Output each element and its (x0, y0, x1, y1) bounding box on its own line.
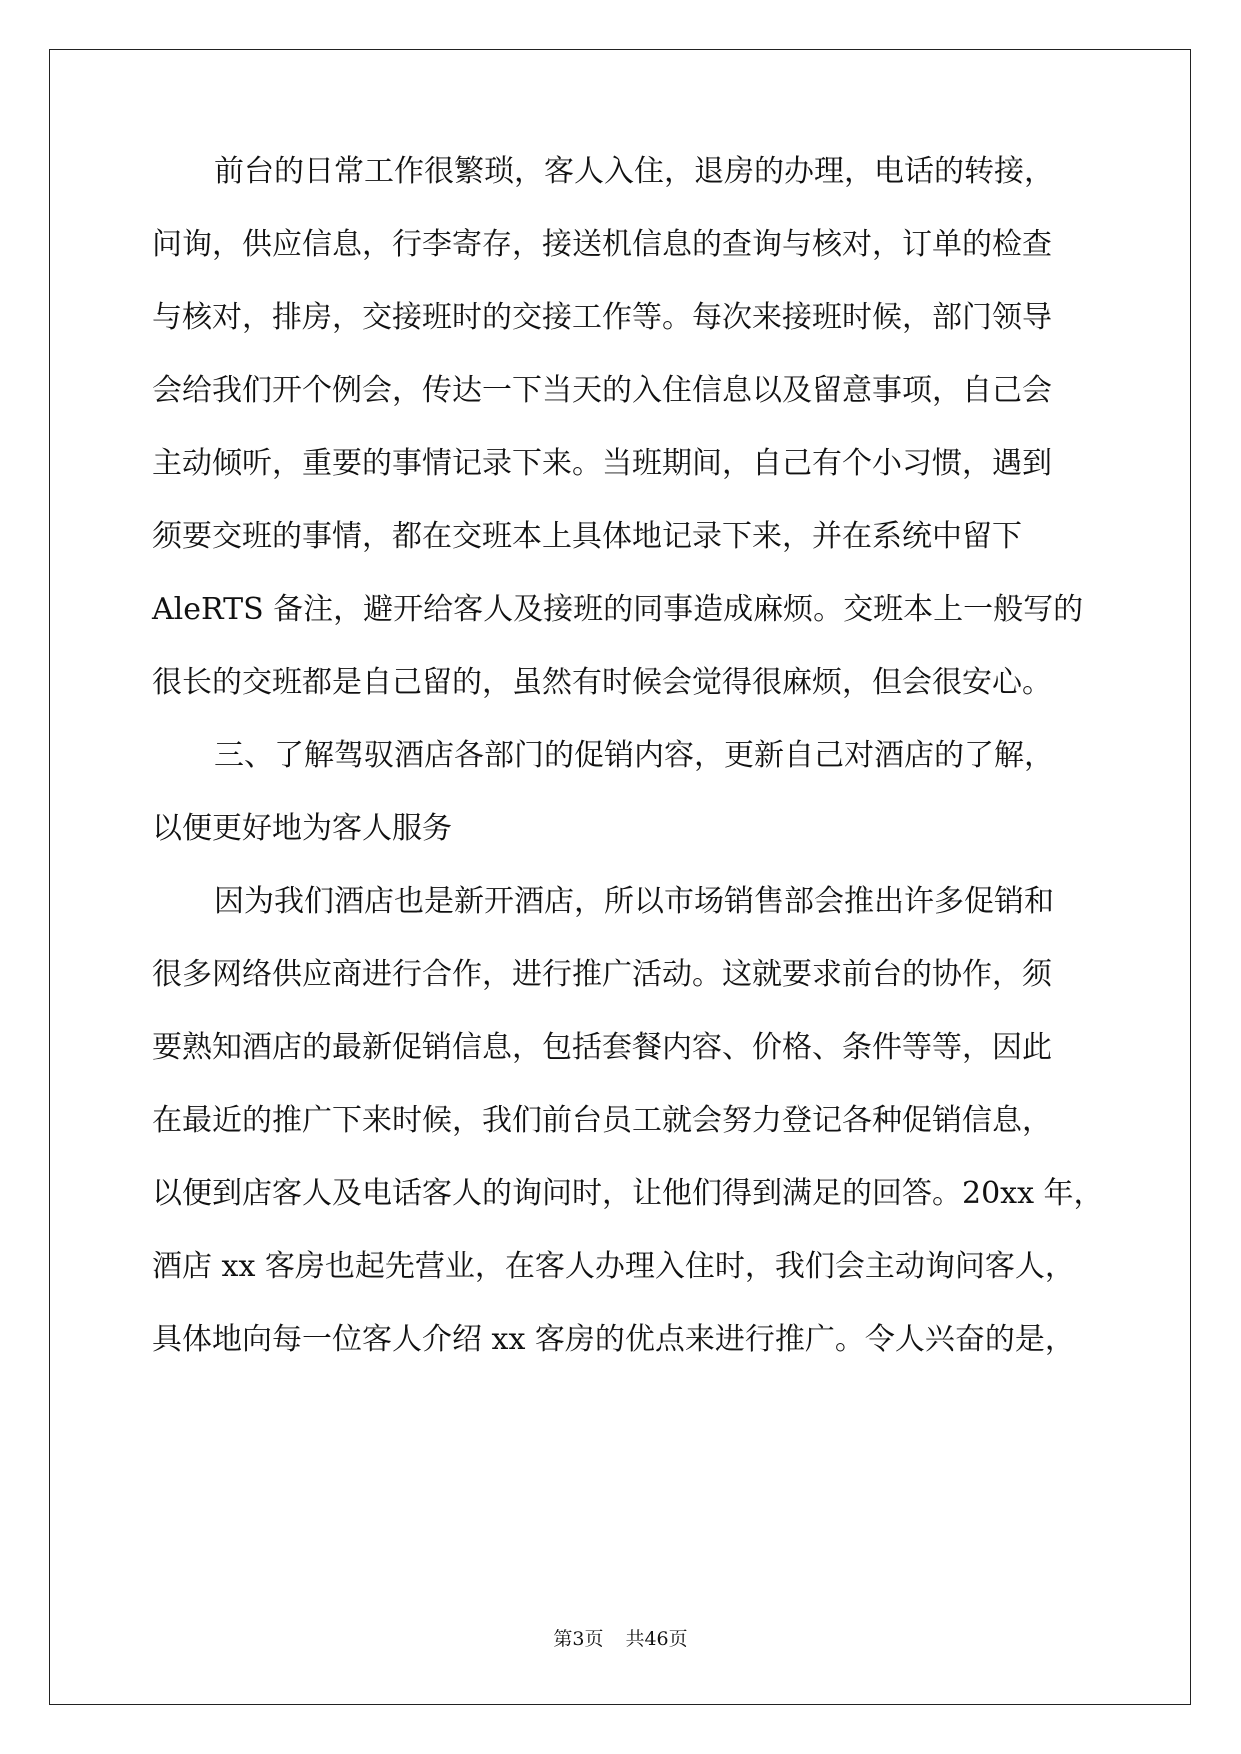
paragraph-line: 酒店 xx 客房也起先营业，在客人办理入住时，我们会主动询问客人， (152, 1249, 1075, 1284)
paragraph-line: 很多网络供应商进行合作，进行推广活动。这就要求前台的协作，须 (152, 957, 1052, 992)
paragraph-line: 很长的交班都是自己留的，虽然有时候会觉得很麻烦，但会很安心。 (152, 665, 1052, 700)
paragraph-line: 具体地向每一位客人介绍 xx 客房的优点来进行推广。令人兴奋的是， (152, 1322, 1075, 1357)
paragraph-line: 须要交班的事情，都在交班本上具体地记录下来，并在系统中留下 (152, 519, 1022, 554)
paragraph-line: 前台的日常工作很繁琐，客人入住，退房的办理，电话的转接， (214, 154, 1054, 189)
paragraph-line: AleRTS 备注，避开给客人及接班的同事造成麻烦。交班本上一般写的 (152, 592, 1084, 627)
paragraph-line: 与核对，排房，交接班时的交接工作等。每次来接班时候，部门领导 (152, 300, 1052, 335)
paragraph-line: 在最近的推广下来时候，我们前台员工就会努力登记各种促销信息， (152, 1103, 1052, 1138)
page-total: 共46页 (625, 1628, 688, 1650)
section-heading-line: 以便更好地为客人服务 (152, 811, 452, 846)
page-footer (0, 1627, 1241, 1651)
paragraph-line: 问询，供应信息，行李寄存，接送机信息的查询与核对，订单的检查 (152, 227, 1052, 262)
paragraph-line: 因为我们酒店也是新开酒店，所以市场销售部会推出许多促销和 (214, 884, 1054, 919)
paragraph-line: 会给我们开个例会，传达一下当天的入住信息以及留意事项，自己会 (152, 373, 1052, 408)
paragraph-line: 以便到店客人及电话客人的询问时，让他们得到满足的回答。20xx 年， (152, 1176, 1104, 1211)
paragraph-line: 主动倾听，重要的事情记录下来。当班期间，自己有个小习惯，遇到 (152, 446, 1052, 481)
paragraph-line: 要熟知酒店的最新促销信息，包括套餐内容、价格、条件等等，因此 (152, 1030, 1052, 1065)
page-number: 第3页 (553, 1628, 604, 1650)
section-heading-line: 三、了解驾驭酒店各部门的促销内容，更新自己对酒店的了解， (214, 738, 1054, 773)
